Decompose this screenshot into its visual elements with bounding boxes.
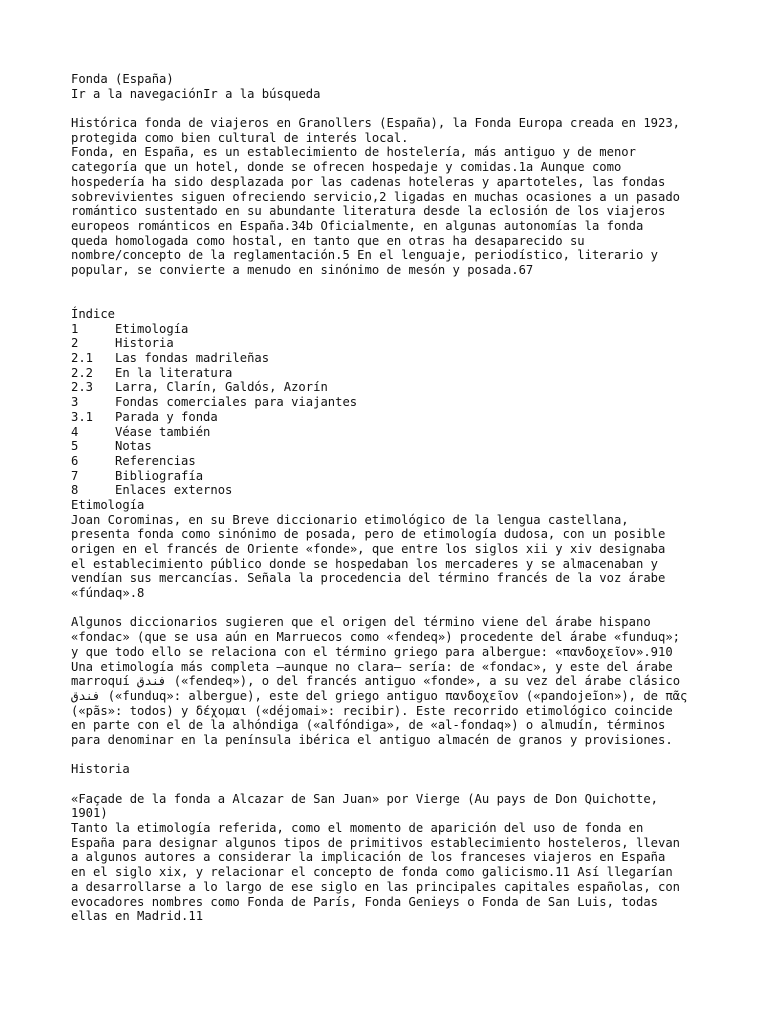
text-line: origen en el francés de Oriente «fonde», que entre los siglos xii y xiv designaba <box>71 542 666 556</box>
table-of-contents <box>71 307 711 498</box>
toc-label: Notas <box>115 439 152 454</box>
section-heading: Etimología <box>71 497 145 512</box>
section-etimologia <box>71 498 711 748</box>
toc-label: Fondas comerciales para viajantes <box>115 395 358 410</box>
toc-label: Referencias <box>115 453 196 468</box>
image-caption: 1901) <box>71 806 108 821</box>
toc-number: 2.2 <box>71 365 94 380</box>
text-line: Una etimología más completa –aunque no clara– sería: de «fondac», y este del árabe <box>71 659 673 674</box>
toc-item[interactable] <box>71 410 711 425</box>
toc-item[interactable] <box>71 425 711 440</box>
spacer <box>71 101 711 116</box>
text-line: nombre/concepto de la reglamentación.5 En el lenguaje, periodístico, literario y <box>71 248 658 263</box>
toc-label: Las fondas madrileñas <box>115 351 270 366</box>
toc-number: 6 <box>71 453 79 468</box>
toc-item[interactable] <box>71 336 711 351</box>
nav-links[interactable]: Ir a la navegaciónIr a la búsqueda <box>71 86 321 101</box>
toc-item[interactable] <box>71 351 711 366</box>
text-line: vendían sus mercancías. Señala la procedencia del término francés de la voz árabe <box>71 571 666 586</box>
text-line: «fondac» (que se usa aún en Marruecos como «fendeq») procedente del árabe «funduq»; <box>71 630 681 645</box>
toc-item[interactable] <box>71 483 711 498</box>
text-line: «fúndaq».8 <box>71 586 145 601</box>
text-line: en el siglo xix, y relacionar el concepto de fonda como galicismo.11 Así llegarían <box>71 865 673 880</box>
text-line: en parte con el de la alhóndiga («alfóndiga», de «al-fondaq») o almudín, términos <box>71 718 666 733</box>
toc-label: Enlaces externos <box>115 483 233 498</box>
text-line: Tanto la etimología referida, como el momento de aparición del uso de fonda en <box>71 821 644 836</box>
text-line: el establecimiento público donde se hospedaban los mercaderes y se almacenaban y <box>71 556 658 571</box>
section-heading: Historia <box>71 762 130 777</box>
toc-label: Véase también <box>115 424 211 439</box>
toc-item[interactable] <box>71 366 711 381</box>
toc-number: 4 <box>71 424 79 439</box>
text-line: sobrevivientes siguen ofreciendo servicio,2 ligadas en muchas ocasiones a un pasado <box>71 189 681 204</box>
toc-number: 3 <box>71 395 79 410</box>
text-line: Algunos diccionarios sugieren que el origen del término viene del árabe hispano <box>71 615 651 630</box>
image-caption: «Façade de la fonda a Alcazar de San Juan» por Vierge (Au pays de Don Quichotte, <box>71 791 658 806</box>
text-line: («pãs»: todos) y δέχομαι («déjomai»: recibir). Este recorrido etimológico coincide <box>71 703 673 718</box>
spacer <box>71 278 711 293</box>
intro-paragraph <box>71 116 711 278</box>
text-line: protegida como bien cultural de interés local. <box>71 130 409 145</box>
toc-number: 2 <box>71 336 79 351</box>
toc-number: 5 <box>71 439 79 454</box>
text-line: Joan Corominas, en su Breve diccionario etimológico de la lengua castellana, <box>71 512 629 527</box>
toc-label: Larra, Clarín, Galdós, Azorín <box>115 380 328 395</box>
spacer <box>71 601 711 616</box>
toc-item[interactable] <box>71 454 711 469</box>
text-line: a desarrollarse a lo largo de ese siglo en las principales capitales españolas, con <box>71 879 681 894</box>
text-line: y que todo ello se relaciona con el término griego para albergue: «πανδοχεῖον».910 <box>71 644 673 659</box>
toc-number: 2.3 <box>71 380 94 395</box>
text-line: a algunos autores a considerar la implicación de los franceses viajeros en España <box>71 850 666 865</box>
text-line: فندق («funduq»: albergue), este del griego antiguo πανδοχεῖον («pandojeĩon»), de πᾶς <box>71 688 688 703</box>
spacer <box>71 777 711 792</box>
section-historia <box>71 762 711 924</box>
text-line: queda homologada como hostal, en tanto que en otras ha desaparecido su <box>71 233 585 248</box>
toc-heading: Índice <box>71 307 116 321</box>
text-line: España para designar algunos tipos de primitivos establecimiento hosteleros, llevan <box>71 835 681 850</box>
toc-number: 7 <box>71 468 79 483</box>
toc-item[interactable] <box>71 439 711 454</box>
spacer <box>71 748 711 763</box>
document-page <box>71 72 711 924</box>
toc-number: 2.1 <box>71 351 94 366</box>
toc-item[interactable] <box>71 380 711 395</box>
spacer <box>71 292 711 307</box>
text-line: Fonda, en España, es un establecimiento de hostelería, más antiguo y de menor <box>71 145 636 160</box>
toc-number: 8 <box>71 483 79 498</box>
toc-label: Historia <box>115 336 174 351</box>
text-line: Histórica fonda de viajeros en Granollers (España), la Fonda Europa creada en 1923, <box>71 116 681 131</box>
text-line: popular, se convierte a menudo en sinónimo de mesón y posada.67 <box>71 262 534 277</box>
toc-item[interactable] <box>71 395 711 410</box>
toc-label: En la literatura <box>115 365 233 380</box>
text-line: categoría que un hotel, donde se ofrecen hospedaje y comidas.1a Aunque como <box>71 160 622 175</box>
text-line: evocadores nombres como Fonda de París, Fonda Genieys o Fonda de San Luis, todas <box>71 894 658 909</box>
toc-number: 1 <box>71 321 79 336</box>
text-line: europeos románticos en España.34b Oficialmente, en algunas autonomías la fonda <box>71 218 644 233</box>
text-line: romántico sustentado en su abundante literatura desde la eclosión de los viajeros <box>71 204 666 219</box>
text-line: hospedería ha sido desplazada por las cadenas hoteleras y apartoteles, las fondas <box>71 174 666 189</box>
toc-label: Etimología <box>115 321 189 336</box>
text-line: presenta fonda como sinónimo de posada, pero de etimología dudosa, con un posible <box>71 527 666 542</box>
toc-item[interactable] <box>71 469 711 484</box>
toc-number: 3.1 <box>71 409 94 424</box>
toc-label: Bibliografía <box>115 468 204 483</box>
toc-label: Parada y fonda <box>115 409 218 424</box>
text-line: marroquí فندق («fendeq»), o del francés antiguo «fonde», a su vez del árabe clásico <box>71 674 681 689</box>
toc-item[interactable] <box>71 322 711 337</box>
page-title: Fonda (España) <box>71 72 174 86</box>
text-line: para denominar en la península ibérica el antiguo almacén de granos y provisiones. <box>71 732 673 747</box>
text-line: ellas en Madrid.11 <box>71 909 204 924</box>
